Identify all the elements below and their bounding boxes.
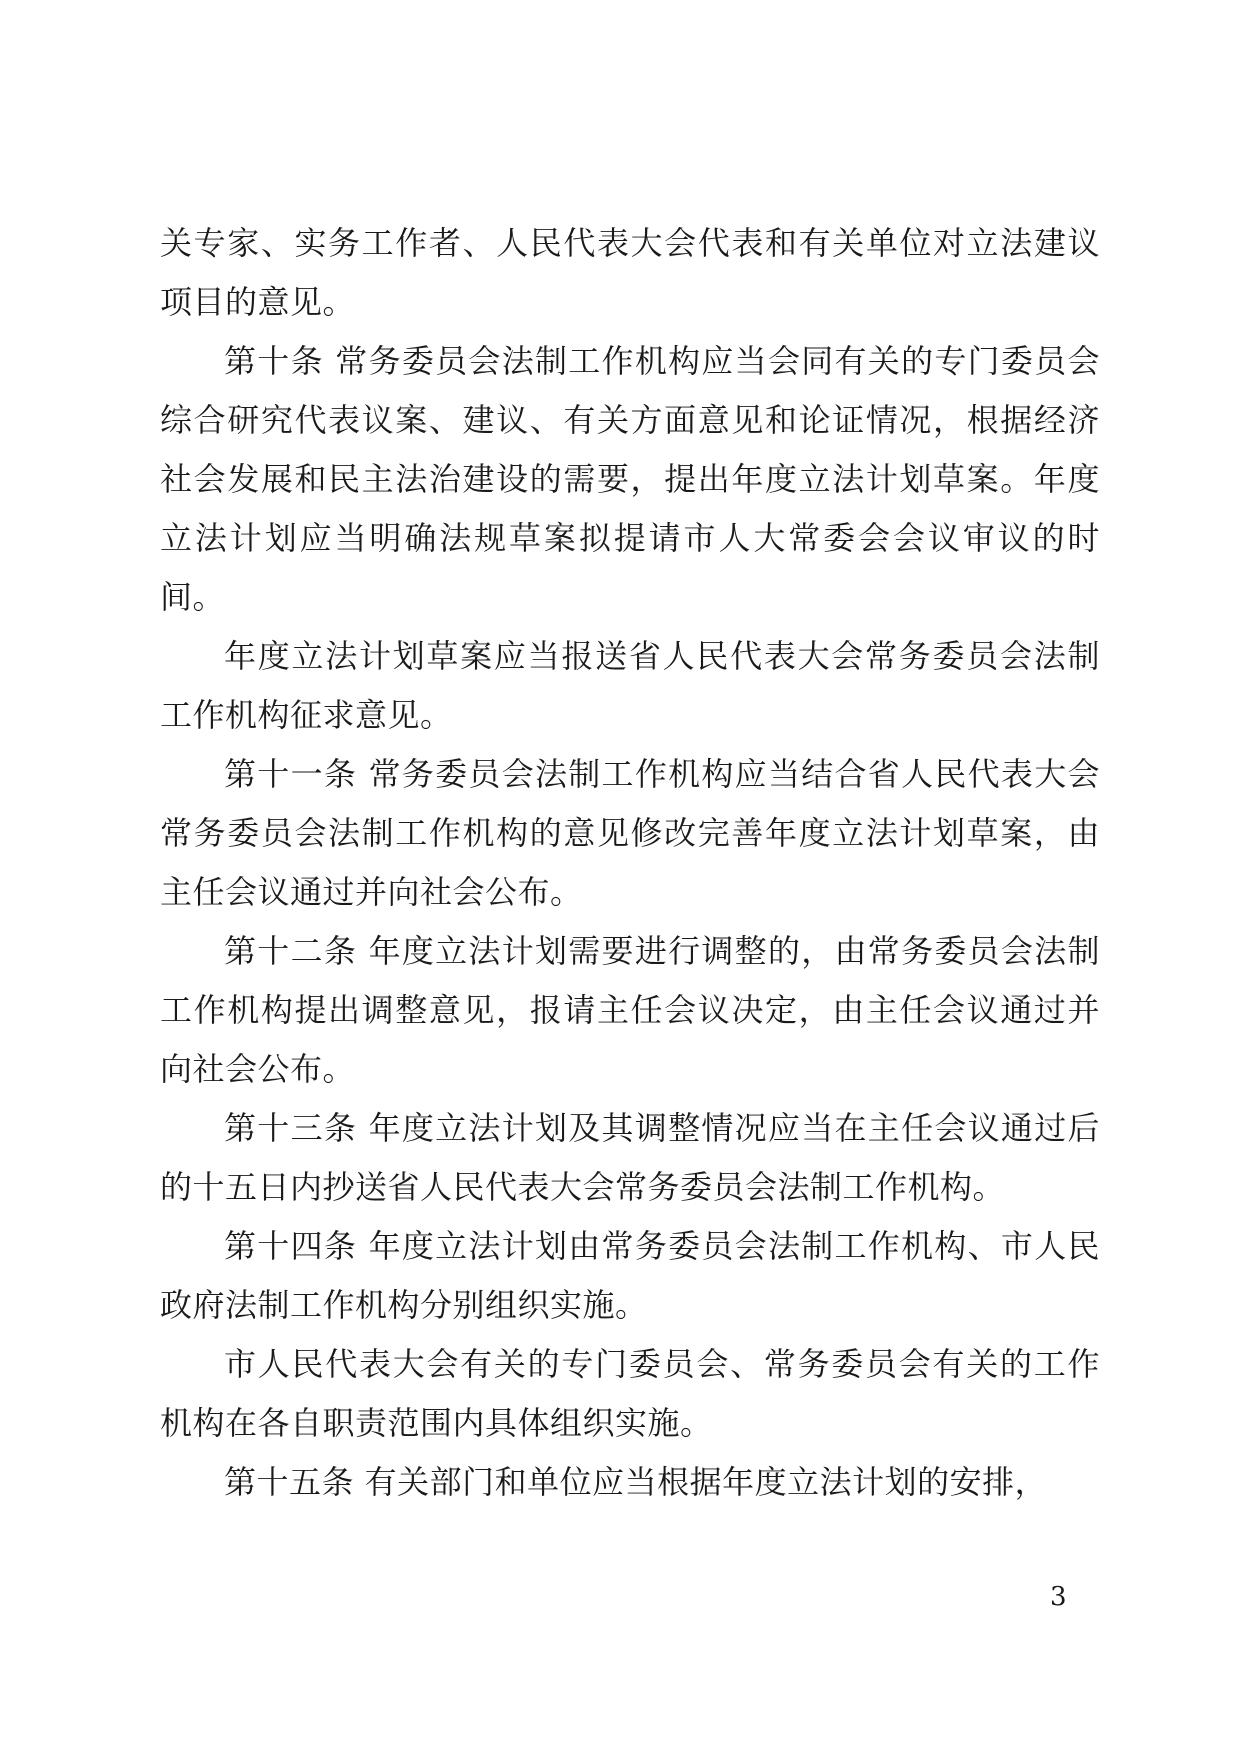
paragraph-continuation: 关专家、实务工作者、人民代表大会代表和有关单位对立法建议项目的意见。 bbox=[160, 224, 1100, 321]
page-number: 3 bbox=[1050, 1582, 1067, 1612]
document-body bbox=[160, 214, 1100, 1512]
article-14: 第十四条 年度立法计划由常务委员会法制工作机构、市人民政府法制工作机构分别组织实施。 bbox=[160, 1227, 1100, 1324]
article-12: 第十二条 年度立法计划需要进行调整的，由常务委员会法制工作机构提出调整意见，报请主任会议决定，由主任会议通过并向社会公布。 bbox=[160, 932, 1100, 1088]
article-15: 第十五条 有关部门和单位应当根据年度立法计划的安排， bbox=[224, 1463, 1048, 1501]
article-10-paragraph-2: 年度立法计划草案应当报送省人民代表大会常务委员会法制工作机构征求意见。 bbox=[160, 637, 1100, 734]
article-14-paragraph-2: 市人民代表大会有关的专门委员会、常务委员会有关的工作机构在各自职责范围内具体组织实施。 bbox=[160, 1345, 1100, 1442]
article-13: 第十三条 年度立法计划及其调整情况应当在主任会议通过后的十五日内抄送省人民代表大会常务委员会法制工作机构。 bbox=[160, 1109, 1100, 1206]
article-11: 第十一条 常务委员会法制工作机构应当结合省人民代表大会常务委员会法制工作机构的意见修改完善年度立法计划草案，由主任会议通过并向社会公布。 bbox=[160, 755, 1100, 911]
article-10: 第十条 常务委员会法制工作机构应当会同有关的专门委员会综合研究代表议案、建议、有关方面意见和论证情况，根据经济社会发展和民主法治建设的需要，提出年度立法计划草案。年度立法计划应当明确法规草案拟提请市人大常委会会议审议的时间。 bbox=[160, 342, 1100, 616]
